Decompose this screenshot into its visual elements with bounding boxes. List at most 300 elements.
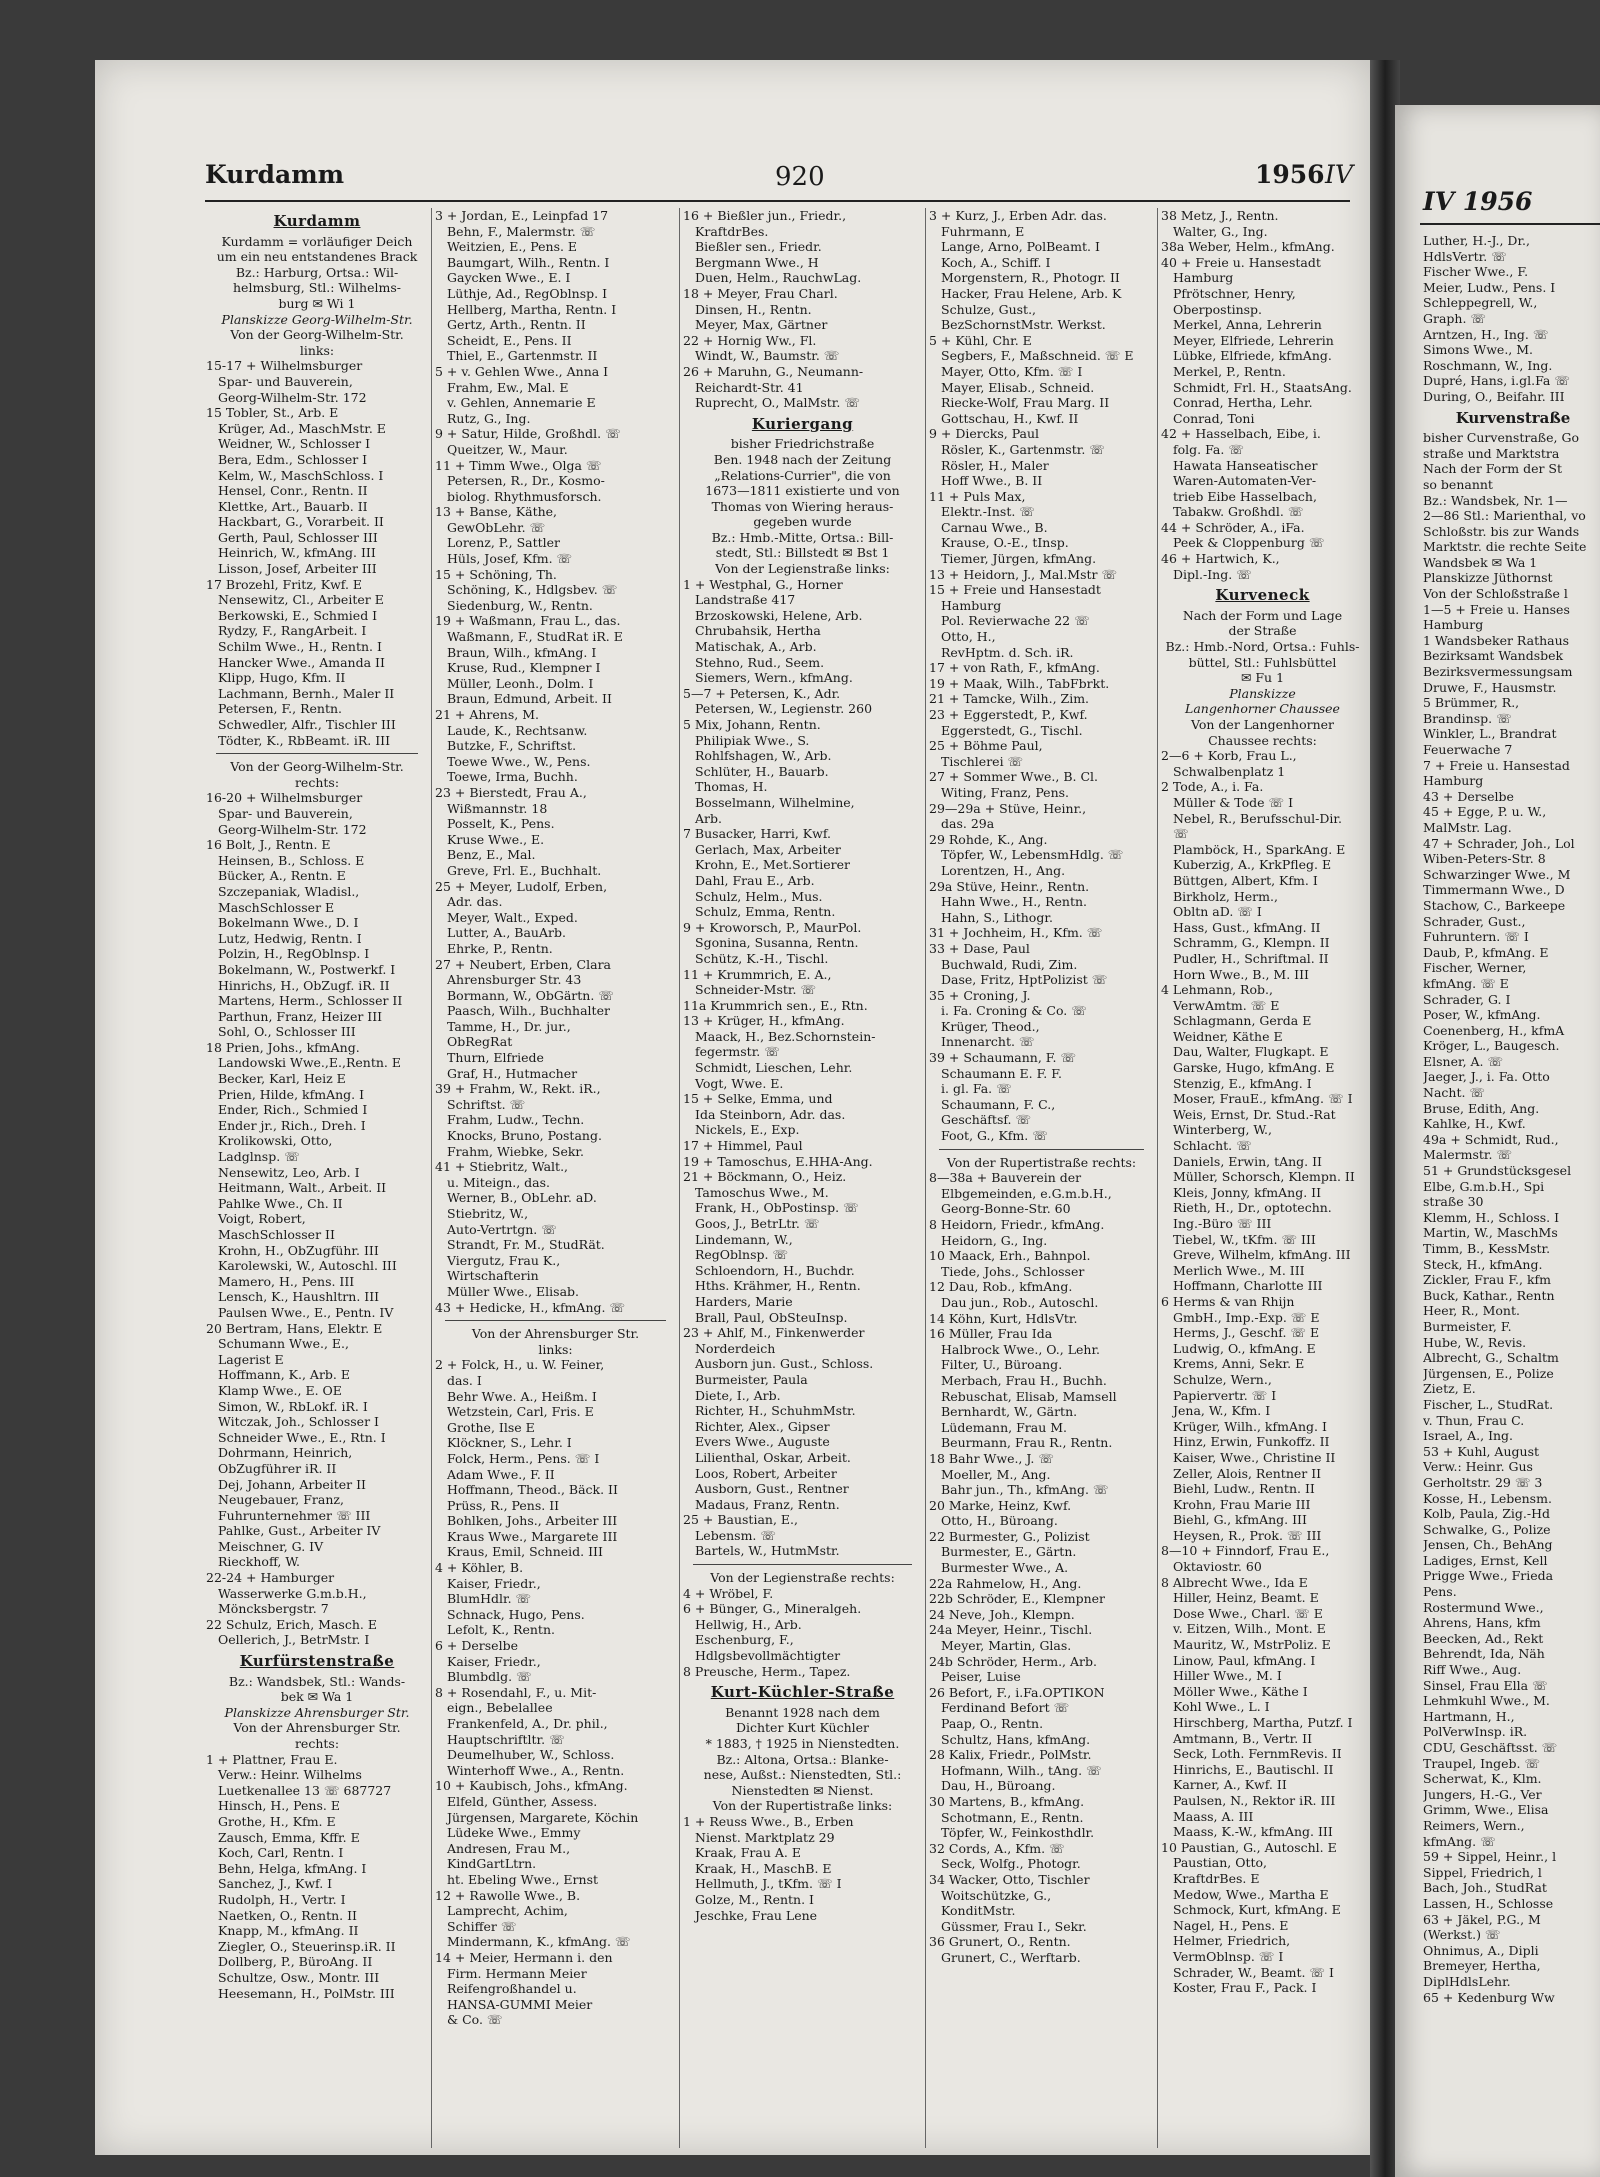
facing-entry: 2—86 Stl.: Marienthal, vo bbox=[1423, 508, 1586, 524]
directory-entry: ✉ Fu 1 bbox=[1240, 670, 1285, 686]
directory-entry: Lachmann, Bernh., Maler II bbox=[218, 685, 395, 701]
facing-entry: Schwalke, G., Polize bbox=[1423, 1521, 1551, 1537]
directory-entry: Hellberg, Martha, Rentn. I bbox=[447, 301, 617, 317]
directory-entry: 16 Bolt, J., Rentn. E bbox=[206, 837, 331, 853]
directory-entry: Oellerich, J., BetrMstr. I bbox=[218, 1632, 370, 1648]
facing-entry: Prigge Wwe., Frieda bbox=[1423, 1568, 1554, 1584]
directory-entry: Lensch, K., Haushltrn. III bbox=[218, 1289, 380, 1305]
directory-entry: Hirschberg, Martha, Putzf. I bbox=[1173, 1715, 1353, 1730]
facing-entry: straße 30 bbox=[1423, 1194, 1484, 1210]
directory-entry: Hinrichs, H., ObZugf. iR. II bbox=[218, 977, 390, 993]
directory-entry: Klöckner, S., Lehr. I bbox=[447, 1435, 572, 1451]
directory-entry: Woitschützke, G., bbox=[941, 1887, 1052, 1903]
directory-entry: Krohn, H., ObZugführ. III bbox=[218, 1242, 379, 1258]
directory-entry: Schmidt, Frl. H., StaatsAng. bbox=[1173, 379, 1352, 395]
directory-entry: Lindemann, W., bbox=[695, 1231, 793, 1247]
directory-entry: Georg-Bonne-Str. 60 bbox=[941, 1201, 1071, 1217]
directory-entry: KonditMstr. bbox=[941, 1903, 1016, 1919]
directory-entry: Segbers, F., Maßschneid. ☏ E bbox=[941, 348, 1134, 364]
directory-entry: Auto-Vertrtgn. ☏ bbox=[447, 1221, 557, 1237]
facing-entry: Ahrens, Hans, kfm bbox=[1423, 1615, 1541, 1631]
directory-entry: Bahr jun., Th., kfmAng. ☏ bbox=[941, 1482, 1109, 1498]
section-divider bbox=[693, 1564, 912, 1565]
directory-entry: Ida Steinborn, Adr. das. bbox=[695, 1106, 846, 1122]
directory-entry: 15 + Selke, Emma, und bbox=[683, 1091, 833, 1107]
directory-entry: 9 + Kroworsch, P., MaurPol. bbox=[683, 919, 862, 935]
directory-entry: Heinrich, W., kfmAng. III bbox=[218, 545, 376, 561]
directory-entry: ☏ bbox=[1173, 826, 1189, 842]
directory-entry: Langenhorner Chaussee bbox=[1185, 701, 1340, 717]
directory-entry: Behn, F., Malermstr. ☏ bbox=[447, 223, 596, 239]
directory-entry: 42 + Hasselbach, Eibe, i. bbox=[1161, 426, 1321, 442]
directory-entry: 1 + Westphal, G., Horner bbox=[683, 576, 843, 592]
directory-entry: 22 Schulz, Erich, Masch. E bbox=[206, 1616, 377, 1632]
directory-entry: Hamburg bbox=[941, 597, 1002, 613]
directory-entry: Chaussee rechts: bbox=[1208, 732, 1317, 748]
directory-entry: Frahm, Ew., Mal. E bbox=[447, 379, 569, 395]
directory-entry: Hensel, Conr., Rentn. II bbox=[218, 483, 368, 499]
directory-entry: Dollberg, P., BüroAng. II bbox=[218, 1954, 373, 1970]
directory-entry: Brall, Paul, ObSteuInsp. bbox=[695, 1309, 848, 1325]
directory-entry: Naetken, O., Rentn. II bbox=[218, 1907, 357, 1923]
facing-entry: Sinsel, Frau Ella ☏ bbox=[1423, 1677, 1548, 1693]
directory-entry: HANSA-GUMMI Meier bbox=[447, 1996, 593, 2012]
directory-entry: Paap, O., Rentn. bbox=[941, 1716, 1044, 1731]
directory-entry: Moser, FrauE., kfmAng. ☏ I bbox=[1173, 1091, 1353, 1107]
directory-entry: 5 + v. Gehlen Wwe., Anna I bbox=[435, 363, 609, 379]
directory-entry: 27 + Neubert, Erben, Clara bbox=[435, 956, 611, 972]
directory-entry: GewObLehr. ☏ bbox=[447, 519, 546, 535]
directory-entry: Schmock, Kurt, kfmAng. E bbox=[1173, 1902, 1341, 1918]
facing-entry: 53 + Kuhl, August bbox=[1423, 1443, 1540, 1459]
directory-entry: Landowski Wwe.,E.,Rentn. E bbox=[218, 1055, 401, 1071]
facing-entry: Kolb, Paula, Zig.-Hd bbox=[1423, 1506, 1551, 1522]
directory-entry: Nienst. Marktplatz 29 bbox=[695, 1829, 835, 1845]
column-1 bbox=[203, 208, 431, 2148]
directory-entry: Merkel, Anna, Lehrerin bbox=[1173, 317, 1322, 333]
directory-entry: Ladglnsp. ☏ bbox=[218, 1149, 300, 1165]
directory-entry: Wasserwerke G.m.b.H., bbox=[218, 1585, 367, 1601]
directory-entry: Posselt, K., Pens. bbox=[447, 816, 555, 832]
directory-entry: 10 Paustian, G., Autoschl. E bbox=[1161, 1839, 1337, 1855]
facing-entry: Meier, Ludw., Pens. I bbox=[1423, 279, 1556, 295]
facing-entry: Luther, H.-J., Dr., bbox=[1423, 233, 1531, 248]
directory-entry: Bokelmann, W., Postwerkf. I bbox=[218, 961, 396, 977]
directory-entry: Voigt, Robert, bbox=[218, 1211, 306, 1227]
facing-entry: Ladiges, Ernst, Kell bbox=[1423, 1552, 1548, 1568]
directory-entry: 1 + Plattner, Frau E. bbox=[206, 1751, 338, 1767]
directory-entry: Von der Rupertistraße rechts: bbox=[946, 1154, 1137, 1170]
directory-entry: Weidner, Käthe E bbox=[1173, 1028, 1283, 1044]
directory-entry: Adr. das. bbox=[447, 894, 503, 910]
facing-entry: Fischer, Werner, bbox=[1423, 960, 1527, 976]
directory-entry: v. Eitzen, Wilh., Mont. E bbox=[1173, 1621, 1326, 1637]
directory-entry: Töpfer, W., Feinkosthdlr. bbox=[941, 1825, 1095, 1841]
directory-entry: Georg-Wilhelm-Str. 172 bbox=[218, 389, 367, 405]
directory-entry: 24 Neve, Joh., Klempn. bbox=[929, 1606, 1075, 1622]
directory-entry: Müller & Tode ☏ I bbox=[1173, 794, 1294, 810]
directory-entry: Rudolph, H., Vertr. I bbox=[218, 1891, 346, 1907]
directory-entry: Dau jun., Rob., Autoschl. bbox=[941, 1294, 1099, 1310]
facing-entry: Burmeister, F. bbox=[1423, 1318, 1512, 1334]
directory-entry: 8 Heidorn, Friedr., kfmAng. bbox=[929, 1217, 1105, 1232]
directory-entry: Benz, E., Mal. bbox=[447, 847, 536, 863]
directory-entry: Vogt, Wwe. E. bbox=[695, 1075, 784, 1091]
directory-entry: Schulz, Helm., Mus. bbox=[695, 888, 823, 904]
directory-entry: Hinz, Erwin, Funkoffz. II bbox=[1173, 1434, 1330, 1450]
directory-entry: Von der Georg-Wilhelm-Str. bbox=[230, 759, 404, 775]
directory-entry: Tödter, K., RbBeamt. iR. III bbox=[218, 732, 391, 748]
directory-entry: Diete, I., Arb. bbox=[695, 1387, 781, 1403]
facing-entry: Dupré, Hans, i.gl.Fa ☏ bbox=[1423, 373, 1570, 389]
facing-entry: Nach der Form der St bbox=[1423, 461, 1563, 477]
facing-entry: Wandsbek ✉ Wa 1 bbox=[1423, 554, 1538, 570]
facing-entry: Zickler, Frau F., kfm bbox=[1423, 1272, 1552, 1288]
facing-entry: Elsner, A. ☏ bbox=[1423, 1053, 1504, 1069]
directory-entry: Kruse, Rud., Klempner I bbox=[447, 660, 601, 676]
directory-entry: Ahrensburger Str. 43 bbox=[447, 972, 582, 988]
directory-entry: Paulsen, N., Rektor iR. III bbox=[1173, 1792, 1336, 1808]
directory-entry: Loos, Robert, Arbeiter bbox=[695, 1465, 837, 1481]
directory-entry: 17 + Himmel, Paul bbox=[683, 1138, 803, 1154]
directory-entry: KraftdrBes. bbox=[695, 223, 769, 239]
facing-entry: Behrendt, Ida, Näh bbox=[1423, 1646, 1545, 1662]
directory-entry: Pol. Revierwache 22 ☏ bbox=[941, 613, 1090, 629]
directory-page bbox=[95, 60, 1370, 2155]
directory-entry: Carnau Wwe., B. bbox=[941, 519, 1048, 535]
facing-entry: Lassen, H., Schlosse bbox=[1423, 1895, 1554, 1911]
directory-entry: Lilienthal, Oskar, Arbeit. bbox=[695, 1449, 851, 1465]
directory-entry: 35 + Croning, J. bbox=[929, 987, 1031, 1003]
directory-entry: Hoffmann, Theod., Bäck. II bbox=[447, 1482, 618, 1498]
directory-entry: 25 + Baustian, E., bbox=[683, 1512, 798, 1528]
directory-entry: Peek & Cloppenburg ☏ bbox=[1173, 535, 1325, 551]
directory-entry: 38a Weber, Helm., kfmAng. bbox=[1161, 239, 1335, 255]
facing-entry: Schleppegrell, W., bbox=[1423, 295, 1538, 311]
directory-entry: Tischlerei ☏ bbox=[941, 753, 1024, 769]
directory-entry: 4 + Wröbel, F. bbox=[683, 1585, 774, 1601]
directory-entry: 22 + Hornig Ww., Fl. bbox=[683, 332, 817, 348]
directory-entry: Lüdeke Wwe., Emmy bbox=[447, 1825, 581, 1841]
facing-entry: Coenenberg, H., kfmA bbox=[1423, 1022, 1565, 1038]
directory-entry: Koster, Frau F., Pack. I bbox=[1173, 1980, 1317, 1996]
directory-entry: 3 + Kurz, J., Erben Adr. das. bbox=[929, 208, 1107, 223]
facing-entry: Bezirksvermessungsam bbox=[1423, 664, 1573, 680]
directory-entry: Müller, Leonh., Dolm. I bbox=[447, 675, 594, 691]
directory-entry: Planskizze bbox=[1229, 685, 1296, 701]
directory-entry: Andresen, Frau M., bbox=[447, 1840, 571, 1856]
street-heading: Kuriergang bbox=[751, 416, 854, 433]
directory-entry: Rieth, H., Dr., optotechn. bbox=[1173, 1200, 1332, 1216]
directory-entry: Biehl, G., kfmAng. III bbox=[1173, 1512, 1307, 1528]
facing-entry: Zietz, E. bbox=[1423, 1381, 1476, 1397]
directory-entry: gegeben wurde bbox=[753, 514, 852, 530]
facing-entry: Wiben-Peters-Str. 8 bbox=[1423, 851, 1546, 867]
directory-entry: Otto, H., bbox=[941, 629, 996, 645]
directory-entry: Bohlken, Johs., Arbeiter III bbox=[447, 1513, 618, 1529]
facing-entry: Fischer, L., StudRat. bbox=[1423, 1396, 1554, 1412]
directory-entry: Herms, J., Geschf. ☏ E bbox=[1173, 1325, 1320, 1341]
directory-entry: Buchwald, Rudi, Zim. bbox=[941, 956, 1078, 972]
directory-entry: ObZugführer iR. II bbox=[218, 1460, 337, 1476]
directory-entry: VerwAmtm. ☏ E bbox=[1173, 997, 1280, 1013]
facing-entry: Klemm, H., Schloss. I bbox=[1423, 1209, 1560, 1225]
facing-entry: Riff Wwe., Aug. bbox=[1423, 1662, 1522, 1678]
directory-entry: 29a Stüve, Heinr., Rentn. bbox=[929, 878, 1090, 894]
facing-entry: 45 + Egge, P. u. W., bbox=[1423, 804, 1547, 820]
facing-entry: Brandinsp. ☏ bbox=[1423, 710, 1512, 726]
directory-entry: Maack, H., Bez.Schornstein- bbox=[695, 1028, 876, 1044]
directory-entry: 28 Kalix, Friedr., PolMstr. bbox=[929, 1747, 1092, 1763]
directory-entry: Ing.-Büro ☏ III bbox=[1173, 1216, 1272, 1231]
directory-entry: i. gl. Fa. ☏ bbox=[941, 1081, 1012, 1097]
directory-entry: Szczepaniak, Wladisl., bbox=[218, 883, 360, 899]
facing-entry: Grimm, Wwe., Elisa bbox=[1423, 1802, 1549, 1818]
column-4 bbox=[925, 208, 1157, 2148]
directory-entry: Tamme, H., Dr. jur., bbox=[447, 1018, 571, 1034]
directory-entry: 13 + Krüger, H., kfmAng. bbox=[683, 1013, 845, 1029]
directory-entry: Schulz, Emma, Rentn. bbox=[695, 904, 836, 920]
directory-entry: Spar- und Bauverein, bbox=[218, 373, 353, 389]
page-number: 920 bbox=[775, 162, 825, 192]
directory-entry: Nickels, E., Exp. bbox=[695, 1122, 800, 1138]
directory-entry: Zeller, Alois, Rentner II bbox=[1173, 1465, 1322, 1481]
directory-entry: Hellwig, H., Arb. bbox=[695, 1616, 802, 1632]
facing-page bbox=[1395, 105, 1600, 2177]
directory-entry: 6 + Derselbe bbox=[435, 1638, 518, 1654]
directory-entry: Waren-Automaten-Ver- bbox=[1173, 473, 1317, 489]
directory-entry: MaschSchlosser II bbox=[218, 1227, 335, 1242]
facing-entry: Kosse, H., Lebensm. bbox=[1423, 1490, 1552, 1506]
directory-entry: Kraak, Frau A. E bbox=[695, 1845, 801, 1861]
directory-entry: 14 Köhn, Kurt, HdlsVtr. bbox=[929, 1310, 1078, 1326]
directory-entry: Meyer, Walt., Exped. bbox=[447, 909, 578, 925]
directory-entry: Linow, Paul, kfmAng. I bbox=[1173, 1652, 1316, 1668]
directory-entry: Matischak, A., Arb. bbox=[695, 639, 817, 655]
directory-entry: Paasch, Wilh., Buchhalter bbox=[447, 1003, 610, 1019]
directory-entry: Dohrmann, Heinrich, bbox=[218, 1445, 353, 1461]
directory-entry: Lagerist E bbox=[218, 1351, 284, 1367]
directory-entry: Meyer, Elfriede, Lehrerin bbox=[1173, 332, 1334, 348]
directory-entry: Tiede, Johs., Schlosser bbox=[941, 1263, 1085, 1279]
facing-entry: v. Thun, Frau C. bbox=[1423, 1412, 1525, 1428]
directory-entry: Pahlke, Gust., Arbeiter IV bbox=[218, 1523, 381, 1539]
directory-entry: Krüger, Ad., MaschMstr. E bbox=[218, 420, 386, 436]
directory-entry: Ausborn, Gust., Rentner bbox=[695, 1481, 849, 1497]
facing-entry: Heer, R., Mont. bbox=[1423, 1303, 1520, 1319]
facing-entry: 7 + Freie u. Hansestad bbox=[1423, 757, 1570, 773]
facing-entry: Sippel, Friedrich, l bbox=[1423, 1864, 1542, 1880]
directory-entry: Hass, Gust., kfmAng. II bbox=[1173, 919, 1321, 935]
directory-entry: Koch, Carl, Rentn. I bbox=[218, 1845, 344, 1861]
directory-entry: Daniels, Erwin, tAng. II bbox=[1173, 1153, 1322, 1169]
directory-entry: 38 Metz, J., Rentn. bbox=[1161, 208, 1279, 223]
directory-entry: Lutter, A., BauArb. bbox=[447, 925, 566, 941]
directory-entry: Krohn, E., Met.Sortierer bbox=[695, 857, 850, 873]
directory-entry: Nensewitz, Cl., Arbeiter E bbox=[218, 592, 384, 608]
directory-entry: Richter, H., SchuhmMstr. bbox=[695, 1403, 856, 1419]
street-heading: Kurfürstenstraße bbox=[239, 1654, 395, 1670]
directory-entry: Schneider-Mstr. ☏ bbox=[695, 982, 817, 998]
directory-entry: rechts: bbox=[294, 1736, 340, 1751]
directory-entry: Nensewitz, Leo, Arb. I bbox=[218, 1164, 360, 1180]
directory-entry: 29 Rohde, K., Ang. bbox=[929, 831, 1048, 847]
directory-entry: Bz.: Altona, Ortsa.: Blanke- bbox=[716, 1751, 889, 1767]
directory-entry: bisher Friedrichstraße bbox=[730, 436, 875, 452]
directory-entry: Winterberg, W., bbox=[1173, 1122, 1273, 1138]
directory-entry: Otto, H., Büroang. bbox=[941, 1513, 1058, 1529]
facing-entry: Bach, Joh., StudRat bbox=[1423, 1880, 1547, 1896]
directory-entry: Polzin, H., RegOblnsp. I bbox=[218, 946, 370, 962]
directory-entry: Stehno, Rud., Seem. bbox=[695, 654, 825, 670]
directory-entry: Bz.: Harburg, Ortsa.: Wil- bbox=[235, 264, 399, 280]
street-heading: Kurveneck bbox=[1215, 588, 1310, 604]
directory-entry: Rösler, H., Maler bbox=[941, 457, 1049, 473]
directory-entry: 5—7 + Petersen, K., Adr. bbox=[683, 685, 841, 701]
directory-entry: Kuberzig, A., KrkPfleg. E bbox=[1173, 857, 1332, 873]
facing-entry: Graph. ☏ bbox=[1423, 310, 1487, 326]
directory-entry: „Relations-Currier", die von bbox=[714, 467, 891, 483]
directory-entry: Hiller, Heinz, Beamt. E bbox=[1173, 1590, 1319, 1606]
facing-entry: Daub, P., kfmAng. E bbox=[1423, 944, 1549, 960]
directory-entry: Hoffmann, Charlotte III bbox=[1173, 1278, 1323, 1294]
directory-entry: Ludwig, O., kfmAng. E bbox=[1173, 1340, 1316, 1356]
directory-entry: Kaiser, Friedr., bbox=[447, 1653, 541, 1669]
directory-entry: Koch, A., Schiff. I bbox=[941, 254, 1051, 270]
directory-entry: 6 Herms & van Rhijn bbox=[1161, 1293, 1295, 1309]
directory-entry: 16-20 + Wilhelmsburger bbox=[206, 790, 363, 806]
directory-entry: Burmeister, Paula bbox=[695, 1371, 808, 1387]
directory-entry: Toewe, Irma, Buchh. bbox=[447, 769, 578, 785]
directory-entry: Rydzy, F., RangArbeit. I bbox=[218, 623, 367, 639]
directory-entry: Winterhoff Wwe., A., Rentn. bbox=[447, 1762, 625, 1778]
directory-entry: Norderdeich bbox=[695, 1340, 776, 1356]
directory-entry: 25 + Böhme Paul, bbox=[929, 738, 1043, 754]
directory-entry: Evers Wwe., Auguste bbox=[695, 1434, 830, 1450]
directory-entry: Lange, Arno, PolBeamt. I bbox=[941, 239, 1100, 255]
directory-entry: 7 Busacker, Harri, Kwf. bbox=[683, 826, 831, 842]
directory-entry: Hauptschriftltr. ☏ bbox=[447, 1731, 565, 1747]
directory-entry: Elbgemeinden, e.G.m.b.H., bbox=[941, 1185, 1112, 1201]
directory-entry: Schulze, Gust., bbox=[941, 301, 1037, 317]
directory-entry: 23 + Ahlf, M., Finkenwerder bbox=[683, 1325, 865, 1341]
facing-entry: Planskizze Jüthornst bbox=[1423, 570, 1553, 586]
directory-entry: trieb Eibe Hasselbach, bbox=[1173, 488, 1317, 504]
directory-entry: Frankenfeld, A., Dr. phil., bbox=[447, 1716, 608, 1731]
directory-entry: Thomas von Wiering heraus- bbox=[711, 498, 894, 514]
directory-entry: Behr Wwe. A., Heißm. I bbox=[447, 1388, 597, 1404]
directory-entry: Wißmannstr. 18 bbox=[447, 800, 548, 816]
directory-entry: Schaumann E. F. F. bbox=[941, 1065, 1062, 1081]
directory-entry: Sohl, O., Schlosser III bbox=[218, 1024, 356, 1040]
directory-entry: Lüthje, Ad., RegOblnsp. I bbox=[447, 285, 608, 301]
facing-entry: Hamburg bbox=[1423, 617, 1484, 633]
running-head-year: 1956 bbox=[1255, 160, 1325, 189]
directory-entry: Folck, Herm., Pens. ☏ I bbox=[447, 1450, 600, 1466]
directory-entry: Bz.: Hmb.-Nord, Ortsa.: Fuhls- bbox=[1165, 639, 1360, 655]
directory-entry: Harders, Marie bbox=[695, 1293, 793, 1309]
directory-entry: Windt, W., Baumstr. ☏ bbox=[695, 348, 840, 364]
directory-entry: Merbach, Frau H., Buchh. bbox=[941, 1372, 1107, 1388]
directory-entry: Bz.: Hmb.-Mitte, Ortsa.: Bill- bbox=[711, 529, 894, 545]
street-heading: Kurt-Küchler-Straße bbox=[710, 1685, 895, 1701]
directory-entry: Schumann Wwe., E., bbox=[218, 1336, 349, 1352]
directory-entry: 8—10 + Finndorf, Frau E., bbox=[1161, 1543, 1330, 1559]
directory-entry: Weis, Ernst, Dr. Stud.-Rat bbox=[1173, 1106, 1336, 1122]
directory-entry: Dase, Fritz, HptPolizist ☏ bbox=[941, 972, 1108, 988]
facing-entry: Buck, Kathar., Rentn bbox=[1423, 1287, 1555, 1303]
directory-entry: Kleis, Jonny, kfmAng. II bbox=[1173, 1184, 1322, 1200]
directory-entry: Witczak, Joh., Schlosser I bbox=[218, 1414, 379, 1430]
directory-entry: MaschSchlosser E bbox=[218, 899, 335, 915]
facing-entry: Verw.: Heinr. Gus bbox=[1423, 1459, 1533, 1475]
column-3 bbox=[679, 208, 925, 2148]
directory-entry: Seck, Wolfg., Photogr. bbox=[941, 1856, 1081, 1872]
directory-entry: rechts: bbox=[294, 774, 340, 790]
directory-entry: Schilm Wwe., H., Rentn. I bbox=[218, 639, 382, 655]
directory-entry: 31 + Jochheim, H., Kfm. ☏ bbox=[929, 925, 1103, 941]
directory-entry: Philipiak Wwe., S. bbox=[695, 732, 810, 748]
facing-entry: HdlsVertr. ☏ bbox=[1423, 248, 1507, 264]
facing-entry: Feuerwache 7 bbox=[1423, 742, 1513, 757]
directory-entry: Medow, Wwe., Martha E bbox=[1173, 1886, 1329, 1902]
directory-entry: Elektr.-Inst. ☏ bbox=[941, 504, 1035, 520]
facing-entry: Schwarzinger Wwe., M bbox=[1423, 866, 1571, 882]
directory-entry: 25 + Meyer, Ludolf, Erben, bbox=[435, 878, 608, 894]
directory-entry: Paulsen Wwe., E., Pentn. IV bbox=[218, 1304, 394, 1320]
directory-entry: Amtmann, B., Vertr. II bbox=[1173, 1730, 1313, 1746]
directory-entry: Duen, Helm., RauchwLag. bbox=[695, 270, 862, 286]
directory-entry: Queitzer, W., Maur. bbox=[447, 441, 568, 457]
directory-entry: 8 Preusche, Herm., Tapez. bbox=[683, 1663, 851, 1679]
directory-entry: 19 + Tamoschus, E.HHA-Ang. bbox=[683, 1153, 873, 1169]
directory-entry: biolog. Rhythmusforsch. bbox=[447, 488, 602, 504]
facing-entry: Nacht. ☏ bbox=[1423, 1085, 1486, 1101]
directory-entry: Riecke-Wolf, Frau Marg. II bbox=[941, 395, 1110, 411]
directory-entry: Lebensm. ☏ bbox=[695, 1527, 776, 1543]
directory-entry: 26 Befort, F., i.Fa.OPTIKON bbox=[929, 1684, 1105, 1700]
directory-entry: Stiebritz, W., bbox=[447, 1206, 529, 1221]
directory-entry: Hinsch, H., Pens. E bbox=[218, 1798, 340, 1814]
directory-entry: Eggerstedt, G., Tischl. bbox=[941, 722, 1083, 738]
directory-entry: Bergmann Wwe., H bbox=[695, 254, 819, 270]
directory-entry: Nach der Form und Lage bbox=[1182, 607, 1343, 623]
directory-entry: 8—38a + Bauverein der bbox=[929, 1170, 1082, 1186]
facing-entry: Druwe, F., Hausmstr. bbox=[1423, 679, 1557, 695]
directory-entry: Hoff Wwe., B. II bbox=[941, 473, 1043, 489]
directory-entry: Deumelhuber, W., Schloss. bbox=[447, 1747, 615, 1763]
directory-entry: Dau, Walter, Flugkapt. E bbox=[1173, 1044, 1329, 1060]
directory-entry: folg. Fa. ☏ bbox=[1173, 441, 1244, 457]
facing-entry: 1 Wandsbeker Rathaus bbox=[1423, 632, 1570, 648]
directory-entry: 17 + von Rath, F., kfmAng. bbox=[929, 660, 1100, 676]
directory-entry: Arb. bbox=[695, 810, 722, 826]
facing-entry: Bezirksamt Wandsbek bbox=[1423, 648, 1564, 664]
directory-entry: Ender jr., Rich., Dreh. I bbox=[218, 1117, 366, 1133]
directory-entry: i. Fa. Croning & Co. ☏ bbox=[941, 1003, 1087, 1019]
directory-entry: Gertz, Arth., Rentn. II bbox=[447, 317, 586, 333]
directory-entry: das. I bbox=[447, 1372, 482, 1388]
directory-entry: Bücker, A., Rentn. E bbox=[218, 868, 346, 884]
directory-entry: Tiebel, W., tKfm. ☏ III bbox=[1173, 1231, 1316, 1247]
directory-entry: Krüger, Wilh., kfmAng. I bbox=[1173, 1418, 1327, 1434]
directory-entry: Martens, Herm., Schlosser II bbox=[218, 993, 403, 1009]
facing-entry: Jensen, Ch., BehAng bbox=[1423, 1537, 1553, 1553]
directory-entry: Knapp, M., kfmAng. II bbox=[218, 1923, 359, 1939]
directory-entry: 18 Prien, Johs., kfmAng. bbox=[206, 1039, 360, 1055]
directory-entry: Bernhardt, W., Gärtn. bbox=[941, 1404, 1078, 1420]
facing-entry: Steck, H., kfmAng. bbox=[1423, 1256, 1543, 1272]
